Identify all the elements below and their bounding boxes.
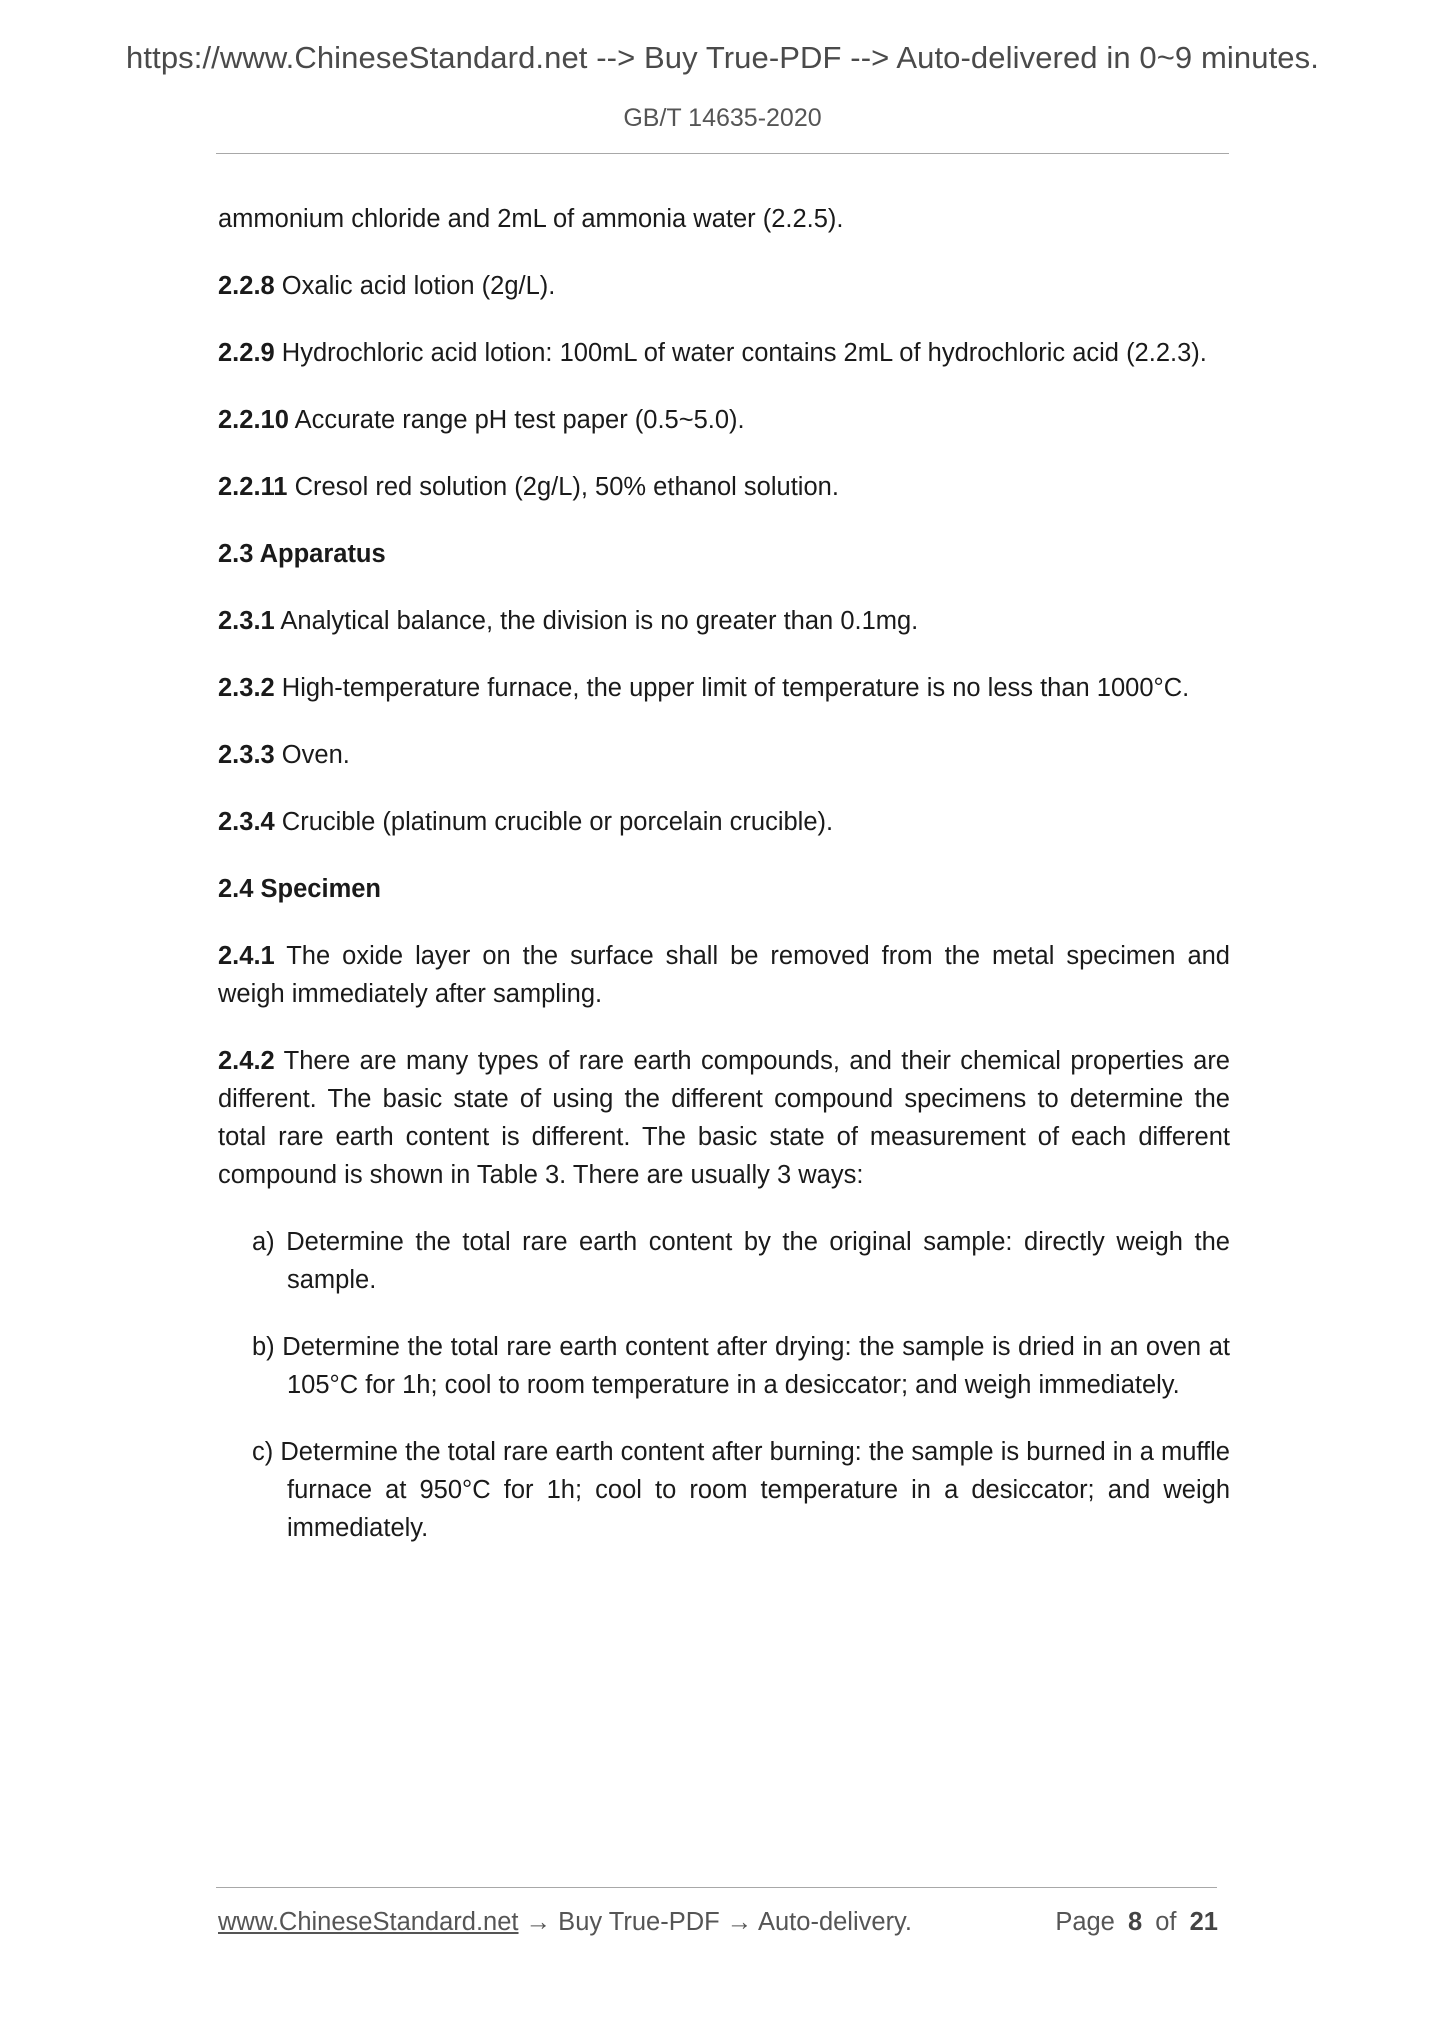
of-label: of xyxy=(1155,1908,1177,1936)
clause-text: The oxide layer on the surface shall be removed from the metal specimen and weigh immediately after sampling. xyxy=(218,942,1230,1008)
footer-divider xyxy=(216,1887,1217,1888)
clause-text: Hydrochloric acid lotion: 100mL of water contains 2mL of hydrochloric acid (2.2.3). xyxy=(274,339,1207,367)
clause-text: Oven. xyxy=(274,741,350,769)
list-item-a: a) Determine the total rare earth content by the original sample: directly weigh the sample. xyxy=(252,1228,1230,1294)
clause-text: Oxalic acid lotion (2g/L). xyxy=(274,272,556,300)
clause-number: 2.3.4 xyxy=(218,808,275,836)
clause-number: 2.2.8 xyxy=(218,272,275,300)
clause-2-4-1 xyxy=(218,937,1230,1013)
clause-2-3-2 xyxy=(218,669,1230,707)
clause-number: 2.3.1 xyxy=(218,607,275,635)
total-pages: 21 xyxy=(1189,1908,1218,1936)
clause-number: 2.2.10 xyxy=(218,406,289,434)
page-number: 8 xyxy=(1127,1908,1143,1936)
top-banner: https://www.ChineseStandard.net --> Buy True-PDF --> Auto-delivered in 0~9 minutes. xyxy=(126,40,1319,75)
document-code: GB/T 14635-2020 xyxy=(623,104,822,132)
page-indicator xyxy=(1055,1908,1218,1937)
clause-text: Crucible (platinum crucible or porcelain crucible). xyxy=(274,808,834,836)
clause-number: 2.2.11 xyxy=(218,473,288,501)
clause-number: 2.3.3 xyxy=(218,741,275,769)
clause-2-3-1 xyxy=(218,602,1230,640)
list-item-c: c) Determine the total rare earth content after burning: the sample is burned in a muffle furnace at 950°C for 1h; cool to room temperature in a desiccator; and weigh immediately. xyxy=(252,1438,1230,1542)
page-content xyxy=(218,200,1230,1576)
clause-text: There are many types of rare earth compounds, and their chemical properties are different. The basic state of using the different compound specimens to determine the total rare earth content is different. The basic state of measurement of each different compound is shown in Table 3. There are usually 3 ways: xyxy=(218,1047,1230,1189)
clause-number: 2.2.9 xyxy=(218,339,275,367)
intro-line: ammonium chloride and 2mL of ammonia water (2.2.5). xyxy=(218,205,844,233)
clause-2-2-10 xyxy=(218,401,1230,439)
footer-tagline: → Buy True-PDF → Auto-delivery. xyxy=(518,1908,912,1936)
clause-2-3-3 xyxy=(218,736,1230,774)
clause-text: Accurate range pH test paper (0.5~5.0). xyxy=(288,406,745,434)
clause-text: Analytical balance, the division is no greater than 0.1mg. xyxy=(274,607,919,635)
footer-left xyxy=(218,1908,912,1937)
header-divider xyxy=(216,153,1229,154)
clause-number: 2.4.1 xyxy=(218,942,275,970)
clause-number: 2.4.2 xyxy=(218,1047,275,1075)
clause-2-2-8 xyxy=(218,267,1230,305)
clause-2-2-9 xyxy=(218,334,1230,372)
page-label: Page xyxy=(1055,1908,1115,1936)
footer-website-link[interactable]: www.ChineseStandard.net xyxy=(218,1908,519,1936)
list-item-b: b) Determine the total rare earth content after drying: the sample is dried in an oven at 105°C for 1h; cool to room temperature in a desiccator; and weigh immediately. xyxy=(252,1333,1230,1399)
clause-2-4-2 xyxy=(218,1042,1230,1194)
section-heading-apparatus: 2.3 Apparatus xyxy=(218,540,386,568)
clause-2-2-11 xyxy=(218,468,1230,506)
clause-number: 2.3.2 xyxy=(218,674,275,702)
clause-2-3-4 xyxy=(218,803,1230,841)
clause-text: Cresol red solution (2g/L), 50% ethanol solution. xyxy=(287,473,839,501)
clause-text: High-temperature furnace, the upper limit of temperature is no less than 1000°C. xyxy=(274,674,1190,702)
section-heading-specimen: 2.4 Specimen xyxy=(218,875,381,903)
